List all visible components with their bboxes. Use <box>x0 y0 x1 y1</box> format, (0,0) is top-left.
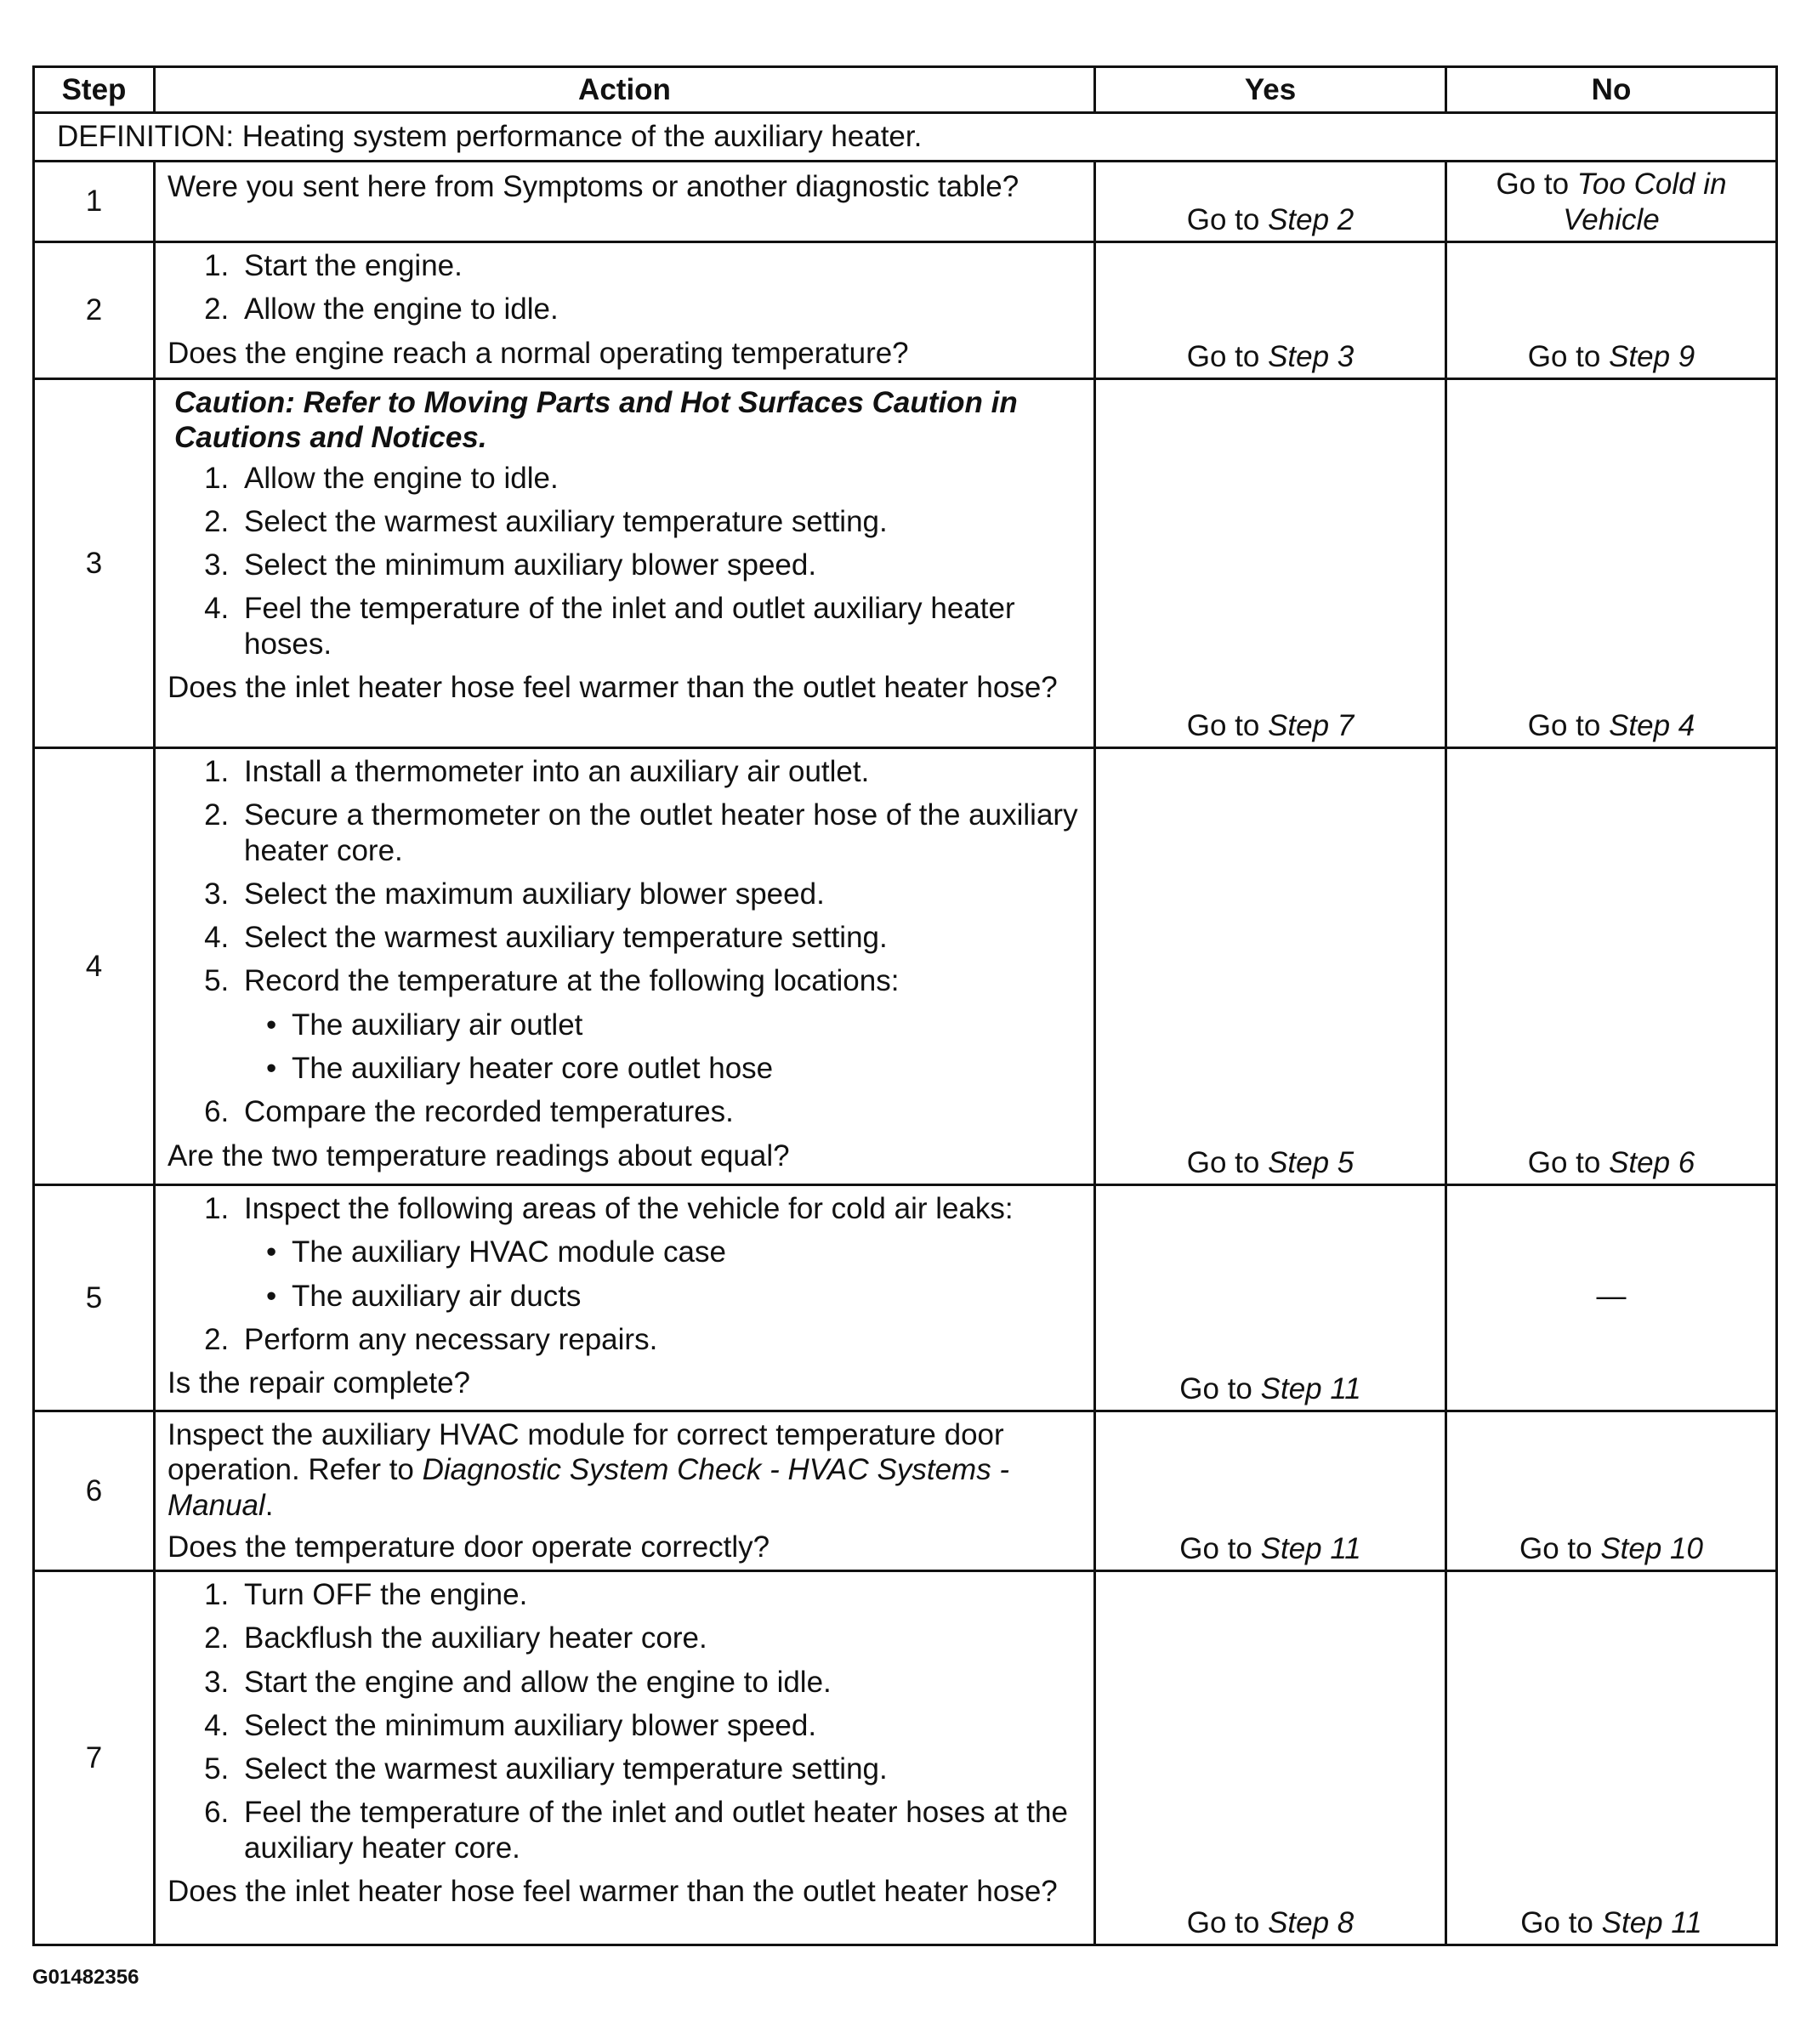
instruction-list <box>168 754 1082 1130</box>
list-item: 4. Select the minimum auxiliary blower speed. <box>237 1708 1082 1743</box>
no-cell <box>1446 162 1777 242</box>
bullet-item: • The auxiliary air outlet <box>292 1008 1082 1042</box>
list-item: 6. Feel the temperature of the inlet and outlet heater hoses at the auxiliary heater core. <box>237 1795 1082 1865</box>
yes-prefix: Go to <box>1186 1905 1269 1939</box>
action-cell <box>155 1571 1095 1945</box>
yes-step-ref: Step 5 <box>1268 1145 1354 1179</box>
action-cell <box>155 379 1095 748</box>
yes-cell <box>1095 162 1446 242</box>
list-item: 2. Select the warmest auxiliary temperature setting. <box>237 504 1082 539</box>
yes-step-ref: Step 11 <box>1260 1371 1361 1405</box>
step-column-header: Step <box>34 67 155 113</box>
yes-prefix: Go to <box>1186 202 1269 236</box>
list-item: 3. Select the maximum auxiliary blower speed. <box>237 877 1082 911</box>
list-item: 4. Select the warmest auxiliary temperature setting. <box>237 920 1082 955</box>
no-step-ref: Too Cold in Vehicle <box>1563 167 1727 236</box>
list-item: 3. Start the engine and allow the engine to idle. <box>237 1665 1082 1700</box>
no-prefix: Go to <box>1527 339 1610 373</box>
instruction-list <box>168 1577 1082 1865</box>
list-item: 1. Allow the engine to idle. <box>237 461 1082 496</box>
yes-prefix: Go to <box>1186 708 1269 742</box>
question-text: Does the engine reach a normal operating temperature? <box>168 336 909 370</box>
bullet-list <box>244 1008 1082 1087</box>
yes-step-ref: Step 11 <box>1260 1531 1361 1565</box>
step-number: 3 <box>34 379 155 748</box>
no-prefix: Go to <box>1519 1531 1601 1565</box>
bullet-list <box>244 1235 1082 1314</box>
step-number: 7 <box>34 1571 155 1945</box>
no-prefix: Go to <box>1496 167 1577 202</box>
yes-cell <box>1095 748 1446 1185</box>
yes-step-ref: Step 8 <box>1268 1905 1354 1939</box>
no-cell <box>1446 1571 1777 1945</box>
no-cell <box>1446 379 1777 748</box>
yes-prefix: Go to <box>1186 339 1269 373</box>
yes-step-ref: Step 7 <box>1268 708 1354 742</box>
bullet-item: • The auxiliary heater core outlet hose <box>292 1051 1082 1086</box>
question-text: Are the two temperature readings about equal? <box>168 1138 790 1172</box>
no-step-ref: Step 4 <box>1609 708 1695 742</box>
instruction-list <box>168 461 1082 661</box>
list-item: 1. Install a thermometer into an auxiliary air outlet. <box>237 754 1082 789</box>
table-row <box>34 242 1777 379</box>
yes-step-ref: Step 3 <box>1268 339 1354 373</box>
figure-code: G01482356 <box>32 1966 139 1989</box>
yes-prefix: Go to <box>1179 1531 1261 1565</box>
intro-end: . <box>264 1488 274 1522</box>
list-item-text: Inspect the following areas of the vehicle for cold air leaks: <box>244 1192 1014 1225</box>
list-item: 1. Start the engine. <box>237 248 1082 283</box>
action-cell <box>155 1185 1095 1411</box>
question-text: Does the inlet heater hose feel warmer than the outlet heater hose? <box>168 671 1058 705</box>
step-number: 4 <box>34 748 155 1185</box>
list-item: 2. Backflush the auxiliary heater core. <box>237 1621 1082 1655</box>
yes-cell <box>1095 1571 1446 1945</box>
no-cell <box>1446 748 1777 1185</box>
instruction-list <box>168 1191 1082 1357</box>
step-number: 1 <box>34 162 155 242</box>
list-item: 2. Secure a thermometer on the outlet heater hose of the auxiliary heater core. <box>237 798 1082 868</box>
yes-cell <box>1095 1411 1446 1571</box>
yes-prefix: Go to <box>1179 1371 1261 1405</box>
list-item: 1. Turn OFF the engine. <box>237 1577 1082 1612</box>
no-prefix: Go to <box>1527 708 1610 742</box>
table-row <box>34 162 1777 242</box>
yes-cell <box>1095 1185 1446 1411</box>
definition-row <box>34 113 1777 162</box>
caution-text: Caution: Refer to Moving Parts and Hot Surfaces Caution in Cautions and Notices. <box>174 386 1018 455</box>
step-number: 2 <box>34 242 155 379</box>
action-cell <box>155 162 1095 242</box>
list-item: 3. Select the minimum auxiliary blower speed. <box>237 548 1082 582</box>
no-cell <box>1446 242 1777 379</box>
yes-column-header: Yes <box>1095 67 1446 113</box>
header-row <box>34 67 1777 113</box>
no-cell <box>1446 1411 1777 1571</box>
table-row <box>34 1185 1777 1411</box>
no-prefix: Go to <box>1520 1905 1602 1939</box>
question-text: Is the repair complete? <box>168 1366 471 1400</box>
bullet-item: • The auxiliary air ducts <box>292 1279 1082 1314</box>
bullet-item: • The auxiliary HVAC module case <box>292 1235 1082 1269</box>
list-item: 2. Perform any necessary repairs. <box>237 1322 1082 1357</box>
list-item <box>237 963 1082 1086</box>
definition-text: DEFINITION: Heating system performance of the auxiliary heater. <box>34 113 1777 162</box>
no-prefix: Go to <box>1527 1145 1610 1179</box>
question-text: Does the inlet heater hose feel warmer than the outlet heater hose? <box>168 1875 1058 1909</box>
no-step-ref: Step 10 <box>1600 1531 1703 1565</box>
yes-cell <box>1095 242 1446 379</box>
table-row <box>34 1411 1777 1571</box>
step-number: 5 <box>34 1185 155 1411</box>
no-column-header: No <box>1446 67 1777 113</box>
list-item: 2. Allow the engine to idle. <box>237 292 1082 326</box>
no-step-ref: Step 11 <box>1601 1905 1702 1939</box>
step-number: 6 <box>34 1411 155 1571</box>
intro-text <box>168 1417 1082 1523</box>
yes-step-ref: Step 2 <box>1268 202 1354 236</box>
action-cell <box>155 748 1095 1185</box>
instruction-list <box>168 248 1082 327</box>
diagnostic-table <box>32 65 1778 1946</box>
question-text: Does the temperature door operate correctly? <box>168 1530 770 1564</box>
table-row <box>34 1571 1777 1945</box>
list-item: 4. Feel the temperature of the inlet and outlet auxiliary heater hoses. <box>237 591 1082 661</box>
action-column-header: Action <box>155 67 1095 113</box>
no-cell <box>1446 1185 1777 1411</box>
list-item <box>237 1191 1082 1314</box>
yes-prefix: Go to <box>1186 1145 1269 1179</box>
intro-reference: Diagnostic System Check - HVAC Systems - Manual <box>168 1453 1010 1522</box>
table-row <box>34 379 1777 748</box>
question-text: Were you sent here from Symptoms or another diagnostic table? <box>168 170 1019 203</box>
action-cell <box>155 242 1095 379</box>
no-step-ref: Step 9 <box>1609 339 1695 373</box>
table-row <box>34 748 1777 1185</box>
list-item: 5. Select the warmest auxiliary temperature setting. <box>237 1752 1082 1786</box>
intro-main: Inspect the auxiliary HVAC module for correct temperature door operation. Refer to <box>168 1418 1004 1487</box>
no-dash: — <box>1596 1279 1627 1313</box>
list-item-text: Record the temperature at the following locations: <box>244 964 900 998</box>
list-item: 6. Compare the recorded temperatures. <box>237 1094 1082 1129</box>
action-cell <box>155 1411 1095 1571</box>
yes-cell <box>1095 379 1446 748</box>
no-step-ref: Step 6 <box>1609 1145 1695 1179</box>
